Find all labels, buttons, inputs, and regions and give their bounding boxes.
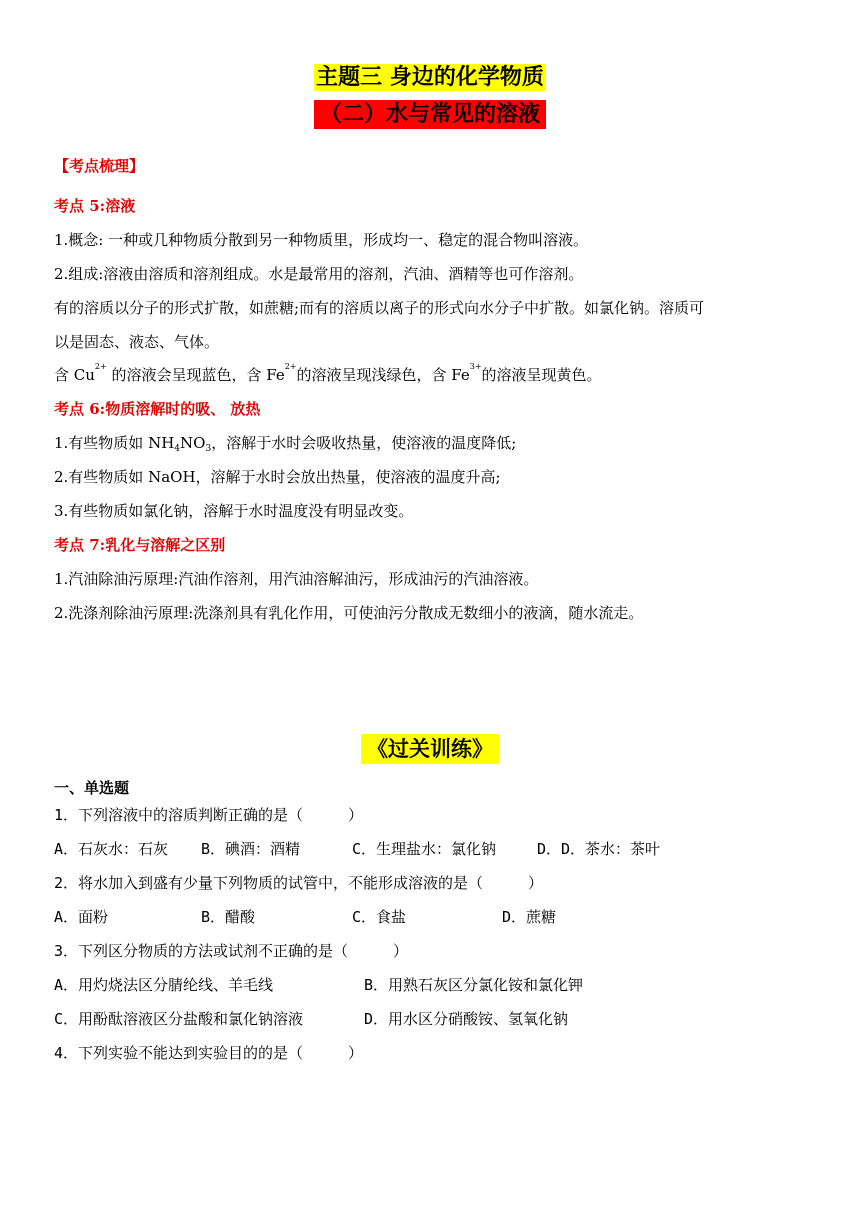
kp6-l1-c: ，溶解于水时会吸收热量，使溶液的温度降低; xyxy=(211,434,517,452)
kp5-line-5 xyxy=(54,364,602,385)
kp7-heading: 考点 7:乳化与溶解之区别 xyxy=(54,536,226,554)
q1-option-a: A．石灰水：石灰 xyxy=(54,840,169,858)
kp6-l1-a: 1.有些物质如 NH xyxy=(54,434,175,452)
question-4: 4．下列实验不能达到实验目的的是（ ） xyxy=(54,1044,364,1062)
kp6-heading: 考点 6:物质溶解时的吸、 放热 xyxy=(54,400,261,418)
kp5-line-1: 1.概念: 一种或几种物质分散到另一种物质里，形成均一、稳定的混合物叫溶液。 xyxy=(54,231,589,249)
no3-subscript: 3 xyxy=(205,444,212,454)
page-subtitle xyxy=(0,97,860,128)
q1-option-c: C．生理盐水：氯化钠 xyxy=(352,840,497,858)
q3-option-b: B．用熟石灰区分氯化铵和氯化钾 xyxy=(364,976,584,994)
q3-option-c: C．用酚酞溶液区分盐酸和氯化钠溶液 xyxy=(54,1010,304,1028)
page-subtitle-text: （二）水与常见的溶液 xyxy=(314,100,546,129)
kp5-l5-d: 的溶液呈现黄色。 xyxy=(481,366,602,384)
question-3: 3．下列区分物质的方法或试剂不正确的是（ ） xyxy=(54,942,409,960)
q2-option-c: C．食盐 xyxy=(352,908,407,926)
q1-option-b: B．碘酒：酒精 xyxy=(201,840,301,858)
question-part-heading: 一、单选题 xyxy=(54,779,130,797)
fe3-charge: 3+ xyxy=(469,362,482,371)
section-tag: 【考点梳理】 xyxy=(54,157,145,175)
q3-option-a: A．用灼烧法区分腈纶线、羊毛线 xyxy=(54,976,274,994)
kp5-l5-a: 含 Cu xyxy=(54,366,95,384)
kp6-line-3: 3.有些物质如氯化钠，溶解于水时温度没有明显改变。 xyxy=(54,502,414,520)
question-1: 1．下列溶液中的溶质判断正确的是（ ） xyxy=(54,806,364,824)
kp6-line-1 xyxy=(54,432,516,453)
training-title-text: 《过关训练》 xyxy=(361,734,499,764)
training-title xyxy=(0,733,860,763)
page-title xyxy=(0,60,860,91)
fe2-charge: 2+ xyxy=(284,362,297,371)
nh4-subscript: 4 xyxy=(174,444,181,454)
q2-option-a: A．面粉 xyxy=(54,908,109,926)
q2-option-d: D．蔗糖 xyxy=(502,908,557,926)
q3-option-d: D．用水区分硝酸铵、氢氧化钠 xyxy=(364,1010,569,1028)
kp5-heading: 考点 5:溶液 xyxy=(54,197,136,215)
kp7-line-2: 2.洗涤剂除油污原理:洗涤剂具有乳化作用，可使油污分散成无数细小的液滴，随水流走。 xyxy=(54,604,644,622)
kp7-line-1: 1.汽油除油污原理:汽油作溶剂，用汽油溶解油污，形成油污的汽油溶液。 xyxy=(54,570,539,588)
cu-charge: 2+ xyxy=(94,362,107,371)
kp6-line-2: 2.有些物质如 NaOH，溶解于水时会放出热量，使溶液的温度升高; xyxy=(54,468,501,486)
kp5-l5-b: 的溶液会呈现蓝色，含 Fe xyxy=(106,366,285,384)
q1-option-d: D．D．茶水：茶叶 xyxy=(537,840,661,858)
question-2: 2．将水加入到盛有少量下列物质的试管中，不能形成溶液的是（ ） xyxy=(54,874,544,892)
page-title-text: 主题三 身边的化学物质 xyxy=(316,65,544,90)
kp6-l1-b: NO xyxy=(180,434,206,452)
kp5-l5-c: 的溶液呈现浅绿色，含 Fe xyxy=(296,366,470,384)
kp5-line-4: 以是固态、液态、气体。 xyxy=(54,333,220,351)
q2-option-b: B．醋酸 xyxy=(201,908,256,926)
kp5-line-2: 2.组成:溶液由溶质和溶剂组成。水是最常用的溶剂，汽油、酒精等也可作溶剂。 xyxy=(54,265,584,283)
kp5-line-3: 有的溶质以分子的形式扩散，如蔗糖;而有的溶质以离子的形式向水分子中扩散。如氯化钠。溶质可 xyxy=(54,299,705,317)
